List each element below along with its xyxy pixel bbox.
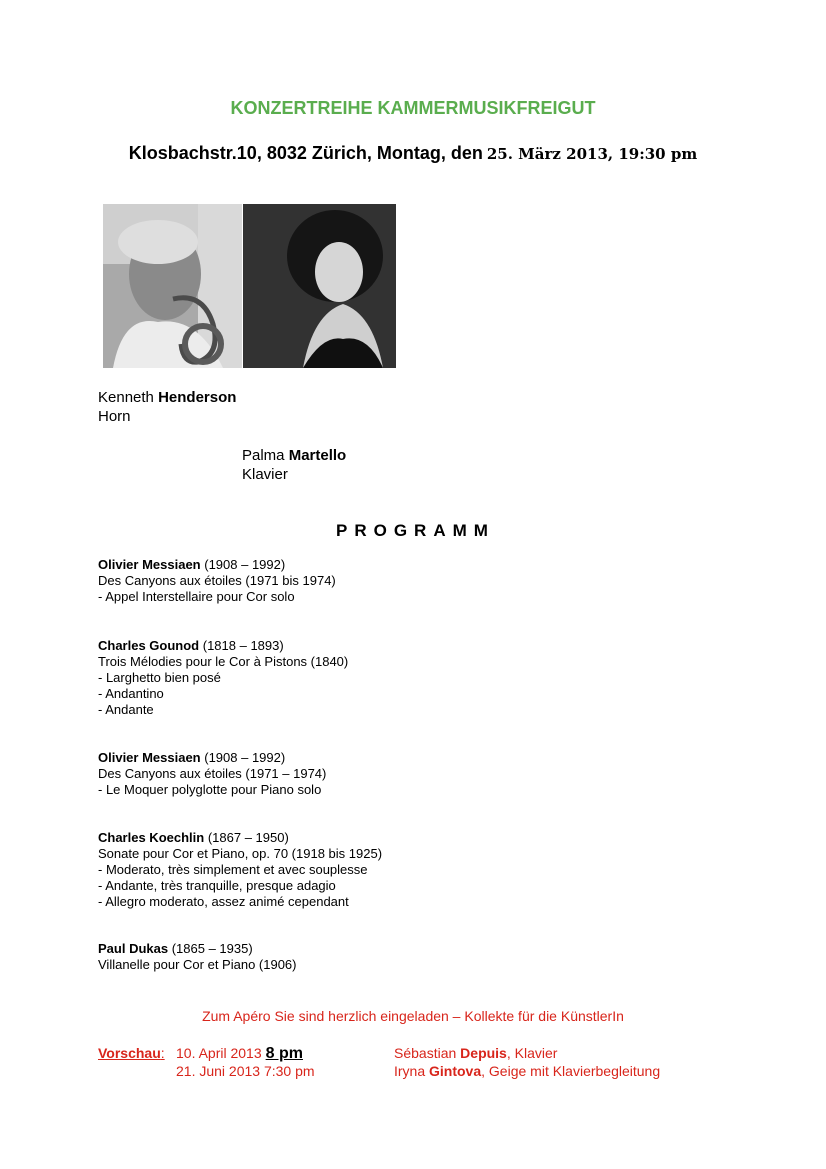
composer-name: Charles Koechlin <box>98 830 205 845</box>
preview-date: 21. Juni 2013 7:30 pm <box>176 1063 315 1079</box>
composer-name: Paul Dukas <box>98 941 169 956</box>
piece-line: - Andante, très tranquille, presque adagio <box>98 878 336 893</box>
composer-dates: (1908 – 1992) <box>204 557 286 572</box>
concert-date-time: 25. März 2013, 19:30 pm <box>486 145 698 163</box>
preview-artist-1 <box>394 1044 557 1062</box>
program-piece <box>98 557 336 605</box>
composer-dates: (1865 – 1935) <box>171 941 253 956</box>
series-title: KONZERTREIHE KAMMERMUSIKFREIGUT <box>230 98 596 118</box>
artist-detail: , Geige mit Klavierbegleitung <box>481 1063 661 1079</box>
composer-name: Olivier Messiaen <box>98 750 201 765</box>
piece-line: - Andantino <box>98 686 164 701</box>
piece-line: - Le Moquer polyglotte pour Piano solo <box>98 782 322 797</box>
preview-artist-2 <box>394 1062 660 1080</box>
piece-line: - Moderato, très simplement et avec souplesse <box>98 862 368 877</box>
performer-last-name: Henderson <box>158 389 237 406</box>
photo-horn-player <box>103 204 242 368</box>
preview-date: 10. April 2013 <box>176 1045 262 1061</box>
composer-dates: (1867 – 1950) <box>207 830 289 845</box>
composer-dates: (1908 – 1992) <box>204 750 286 765</box>
artist-last-name: Gintova <box>429 1063 482 1079</box>
piece-line: Des Canyons aux étoiles (1971 – 1974) <box>98 766 327 781</box>
piece-line: - Larghetto bien posé <box>98 670 221 685</box>
piece-line: - Allegro moderato, assez animé cependant <box>98 894 349 909</box>
program-piece <box>98 638 348 718</box>
performer-instrument: Klavier <box>242 466 288 483</box>
piece-line: Sonate pour Cor et Piano, op. 70 (1918 bis 1925) <box>98 846 383 861</box>
performer-instrument: Horn <box>98 408 131 425</box>
preview-date-1 <box>176 1044 303 1063</box>
artist-last-name: Depuis <box>460 1045 507 1061</box>
preview-time: 8 pm <box>265 1045 303 1062</box>
program-piece <box>98 830 382 910</box>
photo-pianist <box>243 204 396 368</box>
pianist-image <box>243 204 396 368</box>
performer-piano <box>242 446 346 484</box>
piece-line: Trois Mélodies pour le Cor à Pistons (1840) <box>98 654 349 669</box>
composer-name: Charles Gounod <box>98 638 200 653</box>
program-piece <box>98 750 326 798</box>
venue-text: Klosbachstr.10, 8032 Zürich, Montag, den <box>128 143 483 163</box>
performer-horn <box>98 388 236 426</box>
composer-name: Olivier Messiaen <box>98 557 201 572</box>
performer-first-name: Kenneth <box>98 389 154 406</box>
artist-first-name: Iryna <box>394 1063 426 1079</box>
piece-line: - Andante <box>98 702 154 717</box>
venue-date-line <box>0 143 826 164</box>
piece-line: Des Canyons aux étoiles (1971 bis 1974) <box>98 573 336 588</box>
apero-invitation: Zum Apéro Sie sind herzlich eingeladen – Kollekte für die KünstlerIn <box>202 1008 624 1024</box>
performer-last-name: Martello <box>288 447 347 464</box>
piece-line: - Appel Interstellaire pour Cor solo <box>98 589 295 604</box>
artist-detail: , Klavier <box>506 1045 558 1061</box>
program-piece <box>98 941 297 973</box>
preview-date-2 <box>176 1062 315 1080</box>
preview-label: Vorschau: <box>98 1045 165 1061</box>
performer-first-name: Palma <box>242 447 285 464</box>
preview-label-text: Vorschau <box>98 1045 161 1061</box>
artist-first-name: Sébastian <box>394 1045 457 1061</box>
horn-player-image <box>103 204 242 368</box>
composer-dates: (1818 – 1893) <box>202 638 284 653</box>
program-heading: PROGRAMM <box>336 521 495 540</box>
piece-line: Villanelle pour Cor et Piano (1906) <box>98 957 297 972</box>
